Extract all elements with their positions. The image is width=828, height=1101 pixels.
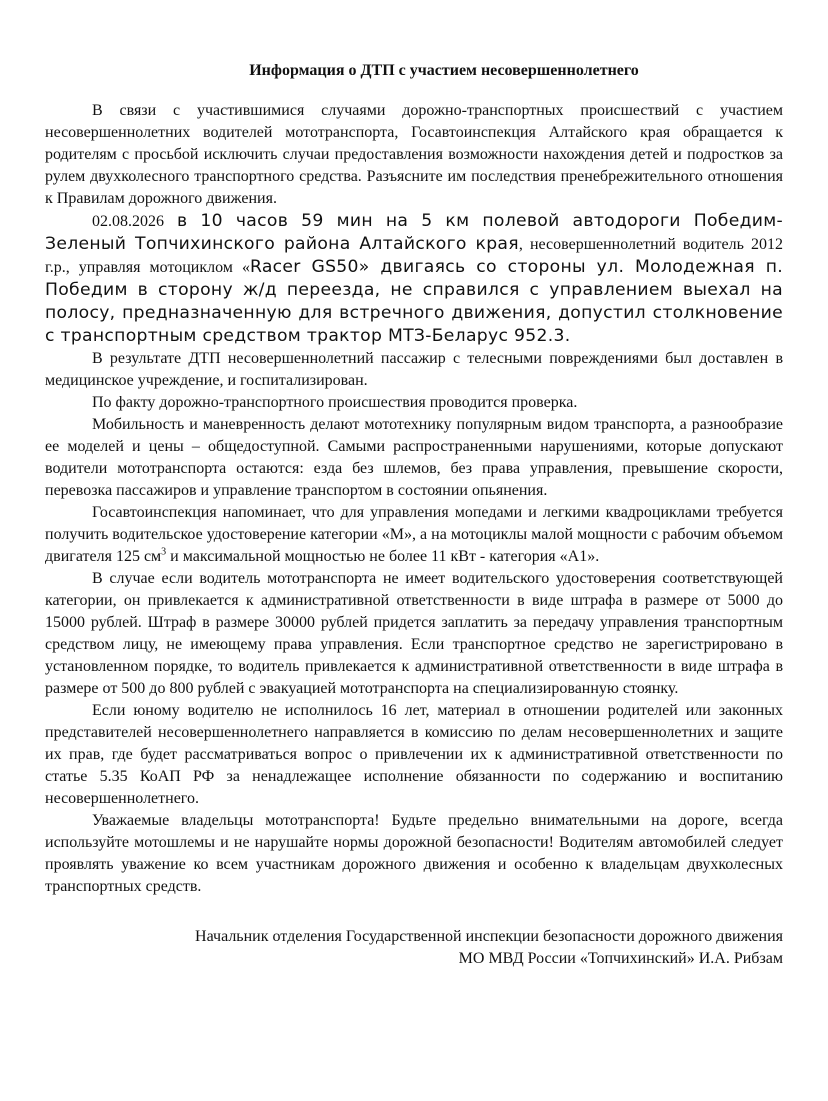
document-title: Информация о ДТП с участием несовершеннолетнего <box>249 62 639 79</box>
paragraph-license <box>45 502 783 568</box>
incident-location: в 10 часов 59 мин на 5 км полевой автодороги Победим-Зеленый Топчихинского района Алтайского края <box>45 211 783 254</box>
signature-line-2: МО МВД России «Топчихинский» И.А. Рибзам <box>458 950 783 967</box>
paragraph-underage: Если юному водителю не исполнилось 16 лет, материал в отношении родителей или законных представителей несовершеннолетнего направляется в комиссию по делам несовершеннолетних и защите их прав, где будет рассматриваться вопрос о привлечении их к административной ответственности по статье 5.35 КоАП РФ за ненадлежащее исполнение обязанности по содержанию и воспитанию несовершеннолетнего. <box>45 702 783 807</box>
incident-date: 02.08.2026 <box>92 213 164 230</box>
signature-line-1: Начальник отделения Государственной инспекции безопасности дорожного движения <box>195 928 783 945</box>
paragraph-incident <box>45 210 783 348</box>
superscript-cubic: 3 <box>161 546 167 558</box>
paragraph-appeal: Уважаемые владельцы мототранспорта! Будьте предельно внимательными на дороге, всегда используйте мотошлемы и не нарушайте нормы дорожной безопасности! Водителям автомобилей следует проявлять уважение ко всем участникам дорожного движения и особенно к владельцам двухколесных транспортных средств. <box>45 812 783 895</box>
incident-driver: , несовершеннолетний водитель 2012 г.р., управляя мотоциклом « <box>45 236 783 276</box>
incident-details: » двигаясь со стороны ул. Молодежная п. Победим в сторону ж/д переезда, не справился с управлением выехал на полосу, предназначенную для встречного движения, допустил столкновение с транспортным средством трактор МТЗ-Беларус 952.3. <box>45 257 783 346</box>
license-tail: и максимальной мощностью не более 11 кВт - категория «А1». <box>166 548 600 565</box>
signature-block <box>45 926 783 970</box>
paragraph-check: По факту дорожно-транспортного происшествия проводится проверка. <box>92 394 578 411</box>
paragraph-result: В результате ДТП несовершеннолетний пассажир с телесными повреждениями был доставлен в медицинское учреждение, и госпитализирован. <box>45 350 783 389</box>
paragraph-intro: В связи с участившимися случаями дорожно-транспортных происшествий с участием несовершеннолетних водителей мототранспорта, Госавтоинспекция Алтайского края обращается к родителям с просьбой исключить случаи предоставления возможности нахождения детей и подростков за рулем двухколесного транспортного средства. Разъясните им последствия пренебрежительного отношения к Правилам дорожного движения. <box>45 102 783 207</box>
license-text: Госавтоинспекция напоминает, что для управления мопедами и легкими квадроциклами требуется получить водительское удостоверение категории «М», а на мотоциклы малой мощности с рабочим объемом двигателя 125 см <box>45 504 783 565</box>
paragraph-mobility: Мобильность и маневренность делают мототехнику популярным видом транспорта, а разнообразие ее моделей и цены – общедоступной. Самыми распространенными нарушениями, которые допускают водители мототранспорта остаются: езда без шлемов, без права управления, превышение скорости, перевозка пассажиров и управление транспортом в состоянии опьянения. <box>45 416 783 499</box>
motorcycle-model: Racer GS50 <box>249 257 359 277</box>
paragraph-fines: В случае если водитель мототранспорта не имеет водительского удостоверения соответствующей категории, он привлекается к административной ответственности в виде штрафа в размере от 5000 до 15000 рублей. Штраф в размере 30000 рублей придется заплатить за передачу управления транспортным средством лицу, не имеющему права управления. Если транспортное средство не зарегистрировано в установленном порядке, то водитель привлекается к административной ответственности в виде штрафа в размере от 500 до 800 рублей с эвакуацией мототранспорта на специализированную стоянку. <box>45 570 783 697</box>
